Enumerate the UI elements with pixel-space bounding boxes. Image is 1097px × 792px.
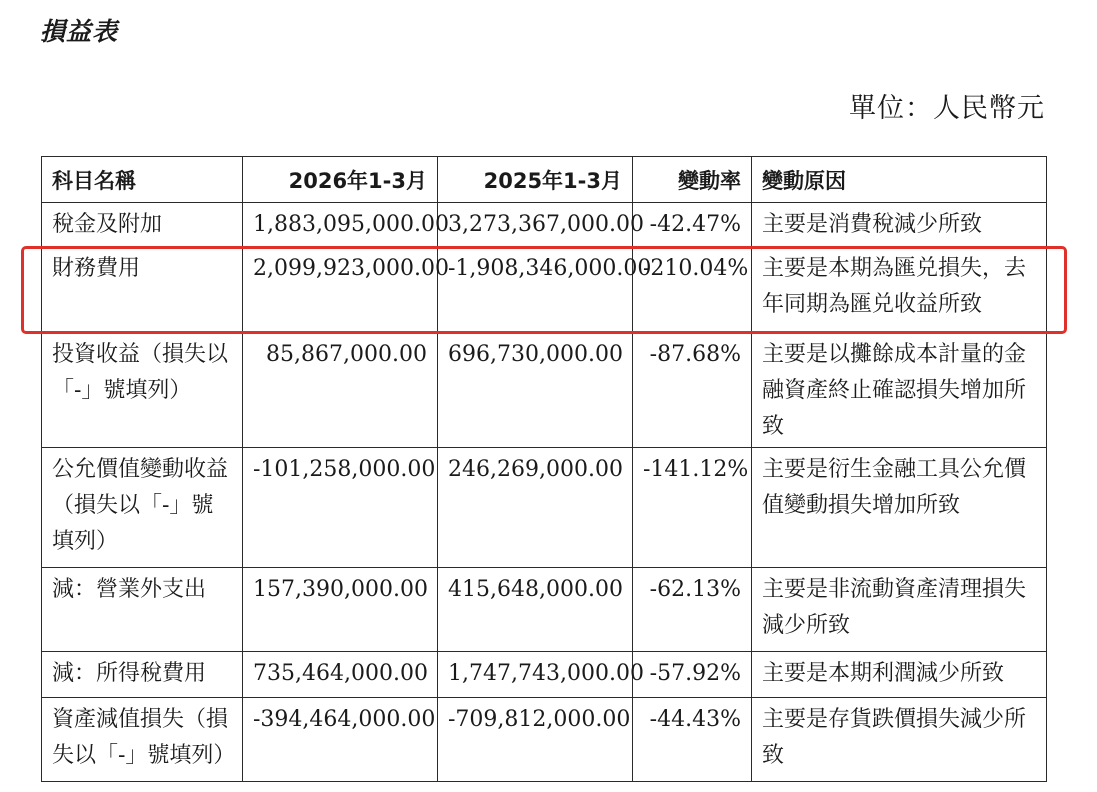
row-change-rate: -62.13% — [633, 568, 752, 652]
table-row — [42, 448, 1047, 568]
row-change-reason: 主要是本期為匯兑損失，去年同期為匯兑收益所致 — [752, 247, 1047, 333]
row-value-2025: -1,908,346,000.00 — [438, 247, 633, 333]
unit-label: 單位：人民幣元 — [849, 93, 1045, 124]
row-change-rate: -57.92% — [633, 652, 752, 698]
row-item-name: 稅金及附加 — [42, 203, 243, 247]
table-row — [42, 652, 1047, 698]
table-row — [42, 568, 1047, 652]
row-value-2026: 1,883,095,000.00 — [243, 203, 438, 247]
row-value-2025: 246,269,000.00 — [438, 448, 633, 568]
row-change-reason: 主要是非流動資產清理損失減少所致 — [752, 568, 1047, 652]
row-value-2026: -101,258,000.00 — [243, 448, 438, 568]
row-change-rate: -210.04% — [633, 247, 752, 333]
header-period-2026: 2026年1-3月 — [243, 157, 438, 203]
row-value-2025: 696,730,000.00 — [438, 333, 633, 448]
row-change-reason: 主要是本期利潤減少所致 — [752, 652, 1047, 698]
row-change-reason: 主要是消費稅減少所致 — [752, 203, 1047, 247]
row-change-rate: -44.43% — [633, 698, 752, 782]
row-change-reason: 主要是存貨跌價損失減少所致 — [752, 698, 1047, 782]
document-title: 損益表 — [40, 17, 119, 46]
table-header-row — [42, 157, 1047, 203]
table-row — [42, 203, 1047, 247]
row-change-rate: -141.12% — [633, 448, 752, 568]
table-row-highlighted — [42, 247, 1047, 333]
row-change-reason: 主要是以攤餘成本計量的金融資產終止確認損失增加所致 — [752, 333, 1047, 448]
row-value-2026: 85,867,000.00 — [243, 333, 438, 448]
row-change-reason: 主要是衍生金融工具公允價值變動損失增加所致 — [752, 448, 1047, 568]
header-change-reason: 變動原因 — [752, 157, 1047, 203]
row-value-2026: 157,390,000.00 — [243, 568, 438, 652]
row-value-2025: 1,747,743,000.00 — [438, 652, 633, 698]
row-value-2025: 3,273,367,000.00 — [438, 203, 633, 247]
row-item-name: 投資收益（損失以「-」號填列） — [42, 333, 243, 448]
row-item-name: 減：所得稅費用 — [42, 652, 243, 698]
row-value-2025: -709,812,000.00 — [438, 698, 633, 782]
header-change-rate: 變動率 — [633, 157, 752, 203]
row-value-2026: 2,099,923,000.00 — [243, 247, 438, 333]
row-change-rate: -42.47% — [633, 203, 752, 247]
row-item-name: 公允價值變動收益（損失以「-」號填列） — [42, 448, 243, 568]
row-item-name: 減：營業外支出 — [42, 568, 243, 652]
row-value-2026: 735,464,000.00 — [243, 652, 438, 698]
table-row — [42, 333, 1047, 448]
table-row — [42, 698, 1047, 782]
row-value-2025: 415,648,000.00 — [438, 568, 633, 652]
row-item-name: 資產減值損失（損失以「-」號填列） — [42, 698, 243, 782]
income-statement-table — [41, 156, 1047, 782]
header-period-2025: 2025年1-3月 — [438, 157, 633, 203]
header-item-name: 科目名稱 — [42, 157, 243, 203]
row-change-rate: -87.68% — [633, 333, 752, 448]
row-value-2026: -394,464,000.00 — [243, 698, 438, 782]
row-item-name: 財務費用 — [42, 247, 243, 333]
